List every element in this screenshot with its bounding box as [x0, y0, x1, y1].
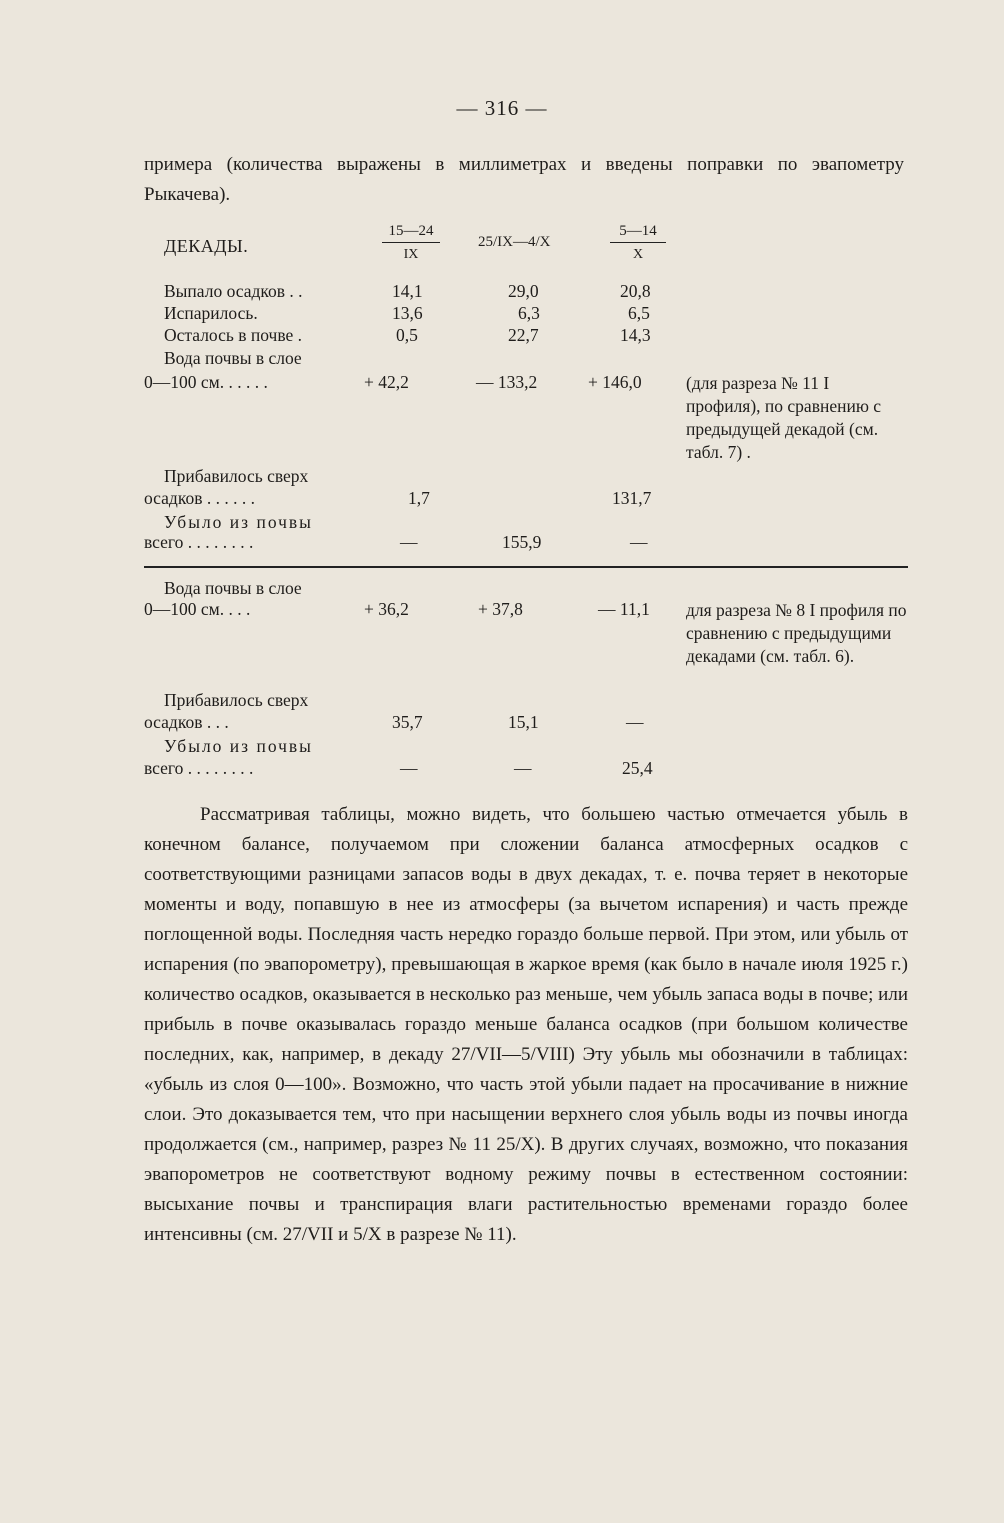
t1-row2-v2: 6,3 [518, 303, 540, 323]
t2-row3-v1: — [400, 758, 418, 778]
t2-row3-label-line1: Убыло из почвы [164, 736, 313, 756]
t1-row5-label-line2: осадков . . . . . . [144, 488, 255, 508]
t1-row6-label-line2: всего . . . . . . . . [144, 532, 254, 552]
t1-row1-v1: 14,1 [392, 281, 423, 301]
t2-row1-note: для разреза № 8 I профиля по сравнению с предыдущими декадами (см. табл. 6). [686, 600, 907, 666]
t1-row2-label: Испарилось. [164, 303, 258, 323]
t1-row4-v2: — 133,2 [476, 372, 538, 392]
page-number: — 316 — [456, 96, 548, 120]
t2-row3-label-line2: всего . . . . . . . . [144, 758, 254, 778]
t1-row6-v2: 155,9 [502, 532, 542, 552]
t1-row4-label-line2: 0—100 см. . . . . . [144, 372, 268, 392]
fraction-bar [610, 242, 666, 243]
t1-row1-label: Выпало осадков . . [164, 281, 303, 301]
t1-row6-v3: — [630, 532, 648, 552]
intro-text: примера (количества выражены в миллиметрах и введены поправки по эвапометру Рыкачева). [144, 154, 904, 205]
t2-row3-v2: — [514, 758, 532, 778]
t1-row1-v3: 20,8 [620, 281, 651, 301]
t1-row2-v1: 13,6 [392, 303, 423, 323]
header-col1 [382, 222, 440, 264]
t1-row5-v3: 131,7 [612, 488, 652, 508]
t1-row1-v2: 29,0 [508, 281, 539, 301]
t2-row1-label-line2: 0—100 см. . . . [144, 599, 251, 619]
t2-row2-label-line1: Прибавилось сверх [164, 690, 309, 710]
t1-row4-note: (для разреза № 11 I профиля), по сравнению с предыдущей декадой (см. табл. 7) . [686, 373, 882, 462]
t1-row6-label-line1: Убыло из почвы [164, 512, 313, 532]
paragraph-text: Рассматривая таблицы, можно видеть, что большею частью отмечается убыль в конечном балансе, получаемом при сложении баланса атмосферных осадков с соответствующими разницами запасов воды в двух декадах, т. е. почва теряет в некоторые моменты и воду, попавшую в нее из атмосферы (за вычетом испарения) и часть прежде поглощенной воды. Последняя часть нередко гораздо больше первой. При этом, или убыль от испарения (по эвапорометру), превышающая в жаркое время (как было в начале июля 1925 г.) количество осадков, оказывается в несколько раз меньше, чем убыль запаса воды в почве; или прибыль в почве оказывалась гораздо меньше баланса осадков (при большом количестве последних, как, например, в декаду 27/VII—5/VIII) Эту убыль мы обозначили в таблицах: «убыль из слоя 0—100». Возможно, что часть этой убыли падает на просачивание в нижние слои. Это доказывается тем, что при насыщении верхнего слоя убыль воды из почвы иногда продолжается (см., например, разрез № 11 25/X). В других случаях, возможно, что показания эвапорометров не соответствуют водному режиму почвы в естественном состоянии: высыхание почвы и транспирация влаги растительностью временами гораздо более интенсивны (см. 27/VII и 5/X в разрезе № 11). [144, 804, 908, 1245]
t1-row4-label-line1: Вода почвы в слое [164, 348, 302, 368]
t2-row1-label-line1: Вода почвы в слое [164, 578, 302, 598]
header-label: ДЕКАДЫ. [164, 236, 249, 256]
header-col3-top: 5—14 [619, 223, 657, 239]
fraction-bar [382, 242, 440, 243]
t2-row2-v1: 35,7 [392, 712, 423, 732]
t1-row4-v3: + 146,0 [588, 372, 642, 392]
t1-row4-v1: + 42,2 [364, 372, 409, 392]
header-col3-bottom: X [632, 247, 644, 262]
table-divider [144, 566, 908, 568]
t2-row2-v2: 15,1 [508, 712, 539, 732]
t2-row2-label-line2: осадков . . . [144, 712, 229, 732]
t2-row1-v2: + 37,8 [478, 599, 523, 619]
t1-row5-v1: 1,7 [408, 488, 430, 508]
t2-row1-v3: — 11,1 [598, 599, 650, 619]
t1-row6-v1: — [400, 532, 418, 552]
t1-row3-v2: 22,7 [508, 325, 539, 345]
t1-row2-v3: 6,5 [628, 303, 650, 323]
header-col3 [610, 222, 666, 264]
header-col1-bottom: IX [403, 247, 419, 262]
t1-row3-v3: 14,3 [620, 325, 651, 345]
t2-row2-v3: — [626, 712, 644, 732]
t2-row1-v1: + 36,2 [364, 599, 409, 619]
header-col1-top: 15—24 [388, 223, 434, 239]
header-col2: 25/IX—4/X [478, 234, 551, 250]
t1-row3-v1: 0,5 [396, 325, 418, 345]
t1-row5-label-line1: Прибавилось сверх [164, 466, 309, 486]
t2-row3-v3: 25,4 [622, 758, 653, 778]
t1-row3-label: Осталось в почве . [164, 325, 303, 345]
body-paragraph [144, 800, 908, 1250]
